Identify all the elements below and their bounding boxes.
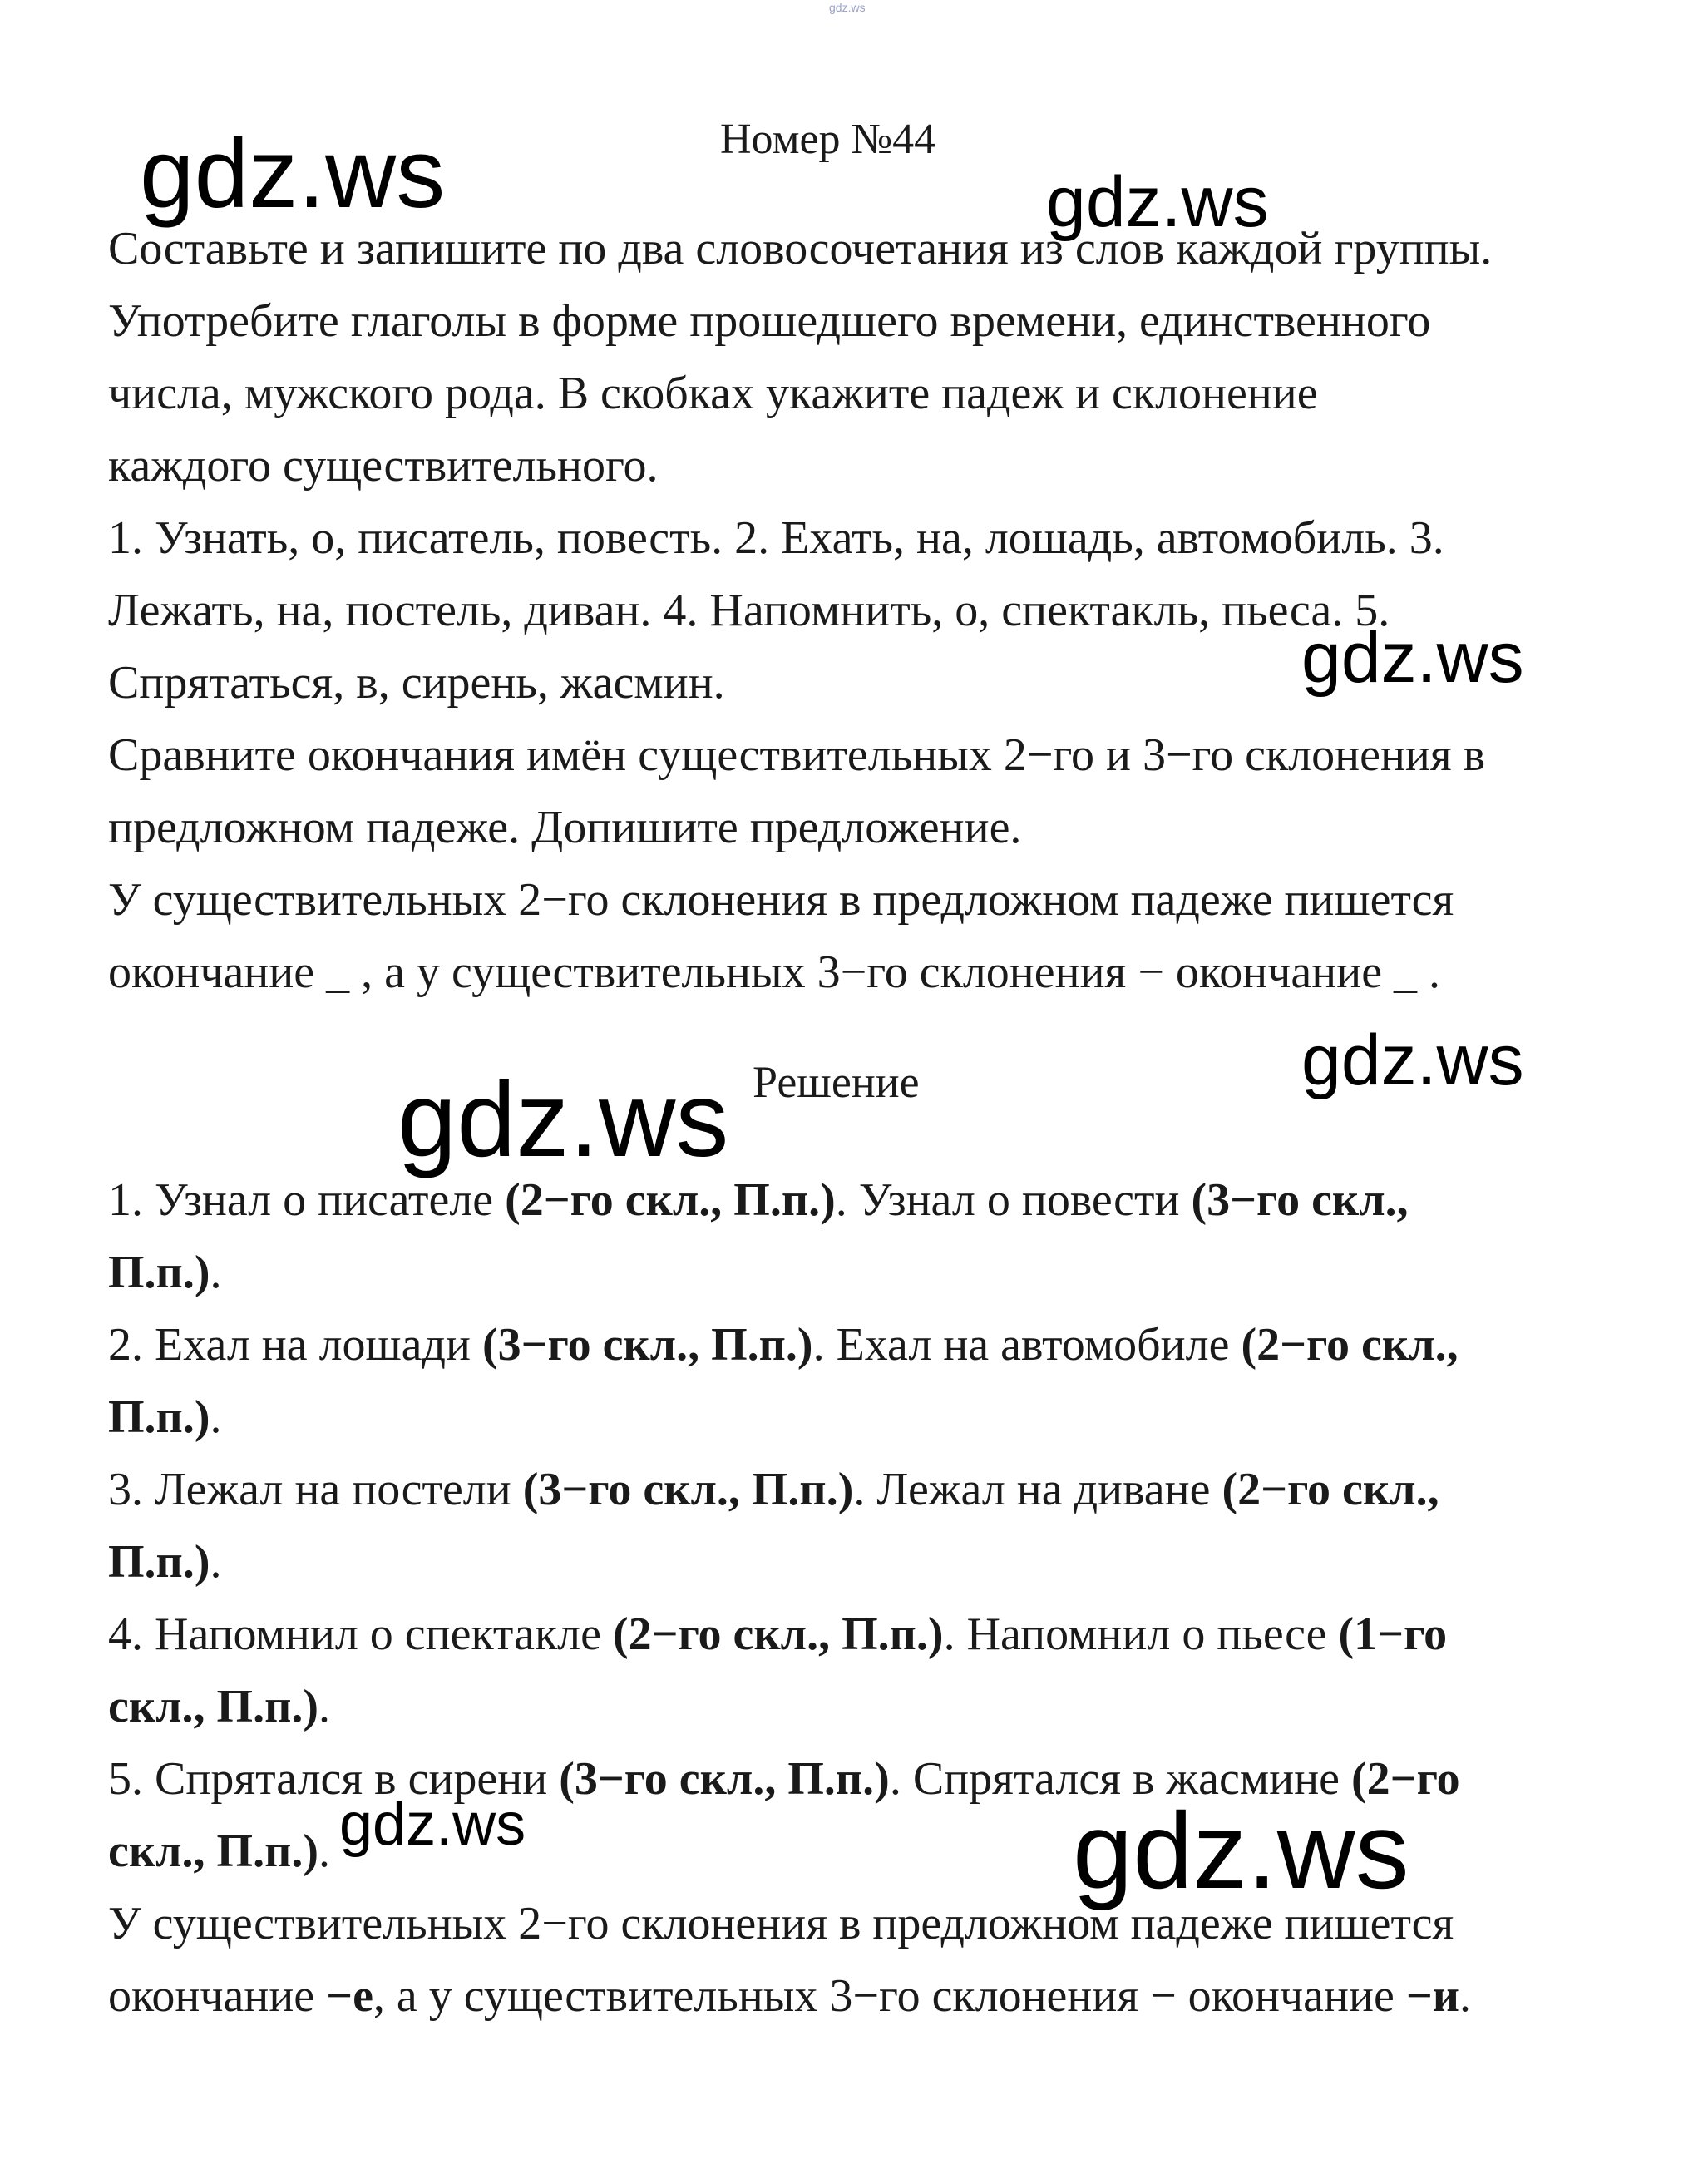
answer-line <box>108 1309 1605 1381</box>
answer-grammar: (3−го скл., П.п.) <box>559 1753 890 1805</box>
answer-line <box>108 1671 1605 1743</box>
solution-title: Решение <box>753 1057 920 1107</box>
answer-grammar: П.п.) <box>108 1391 210 1443</box>
task-line: Сравните окончания имён существительных 2−го и 3−го склонения в <box>108 729 1486 781</box>
task-line: Составьте и запишите по два словосочетания из слов каждой группы. <box>108 223 1493 274</box>
conclusion-text: окончание <box>108 1970 327 2022</box>
answer-text: . Спрятался в жасмине <box>889 1753 1352 1805</box>
answer-text: . <box>210 1391 222 1443</box>
answer-grammar: (2−го скл., П.п.) <box>505 1174 836 1226</box>
answer-text: . <box>210 1536 222 1588</box>
watermark-top-small: gdz.ws <box>829 1 866 14</box>
answer-line <box>108 1164 1605 1237</box>
answer-grammar: (3−го скл., П.п.) <box>481 1319 813 1371</box>
answer-line <box>108 1526 1605 1598</box>
task-line: У существительных 2−го склонения в предложном падеже пишется <box>108 874 1454 926</box>
answer-text: . <box>210 1247 222 1298</box>
task-text <box>108 213 1605 1009</box>
task-line: 1. Узнать, о, писатель, повесть. 2. Ехать, на, лошадь, автомобиль. 3. <box>108 512 1444 564</box>
watermark: gdz.ws <box>339 1791 526 1858</box>
answer-grammar: скл., П.п.) <box>108 1826 319 1877</box>
task-line: Лежать, на, постель, диван. 4. Напомнить, о, спектакль, пьеса. 5. <box>108 585 1390 636</box>
task-line: предложном падеже. Допишите предложение. <box>108 802 1022 853</box>
answers <box>108 1164 1605 2033</box>
task-line: каждого существительного. <box>108 440 659 492</box>
conclusion-text: . <box>1459 1970 1472 2022</box>
task-line: Спрятаться, в, сирень, жасмин. <box>108 657 725 709</box>
answer-text: 3. Лежал на постели <box>108 1464 523 1515</box>
answer-line <box>108 1743 1605 1816</box>
answer-text: . <box>318 1681 331 1732</box>
answer-grammar: скл., П.п.) <box>108 1681 319 1732</box>
task-line: числа, мужского рода. В скобках укажите падеж и склонение <box>108 368 1318 419</box>
conclusion-text: , а у существительных 3−го склонения − окончание <box>373 1970 1406 2022</box>
answer-grammar: (2−го скл., <box>1241 1319 1459 1371</box>
watermark: gdz.ws <box>1301 1020 1524 1100</box>
watermark: gdz.ws <box>1301 618 1524 698</box>
task-line: Употребите глаголы в форме прошедшего времени, единственного <box>108 295 1431 347</box>
task-line: окончание _ , а у существительных 3−го склонения − окончание _ . <box>108 946 1441 998</box>
answer-grammar: (2−го <box>1351 1753 1460 1805</box>
conclusion-line: У существительных 2−го склонения в предложном падеже пишется <box>108 1898 1454 1949</box>
answer-grammar: (2−го скл., П.п.) <box>612 1608 944 1660</box>
answer-line <box>108 1381 1605 1454</box>
watermark: gdz.ws <box>1073 1790 1409 1911</box>
answer-text: . Узнал о повести <box>835 1174 1192 1226</box>
answer-line <box>108 1454 1605 1526</box>
answer-text: 4. Напомнил о спектакле <box>108 1608 613 1660</box>
conclusion-ending: −и <box>1405 1970 1460 2022</box>
answer-text: 2. Ехал на лошади <box>108 1319 482 1371</box>
watermark: gdz.ws <box>1046 162 1269 242</box>
answer-text: 5. Спрятался в сирени <box>108 1753 560 1805</box>
answer-grammar: (3−го скл., П.п.) <box>522 1464 854 1515</box>
answer-text: . Ехал на автомобиле <box>812 1319 1242 1371</box>
answer-text: . Лежал на диване <box>853 1464 1222 1515</box>
conclusion-line <box>108 1960 1605 2033</box>
answer-text: 1. Узнал о писателе <box>108 1174 506 1226</box>
answer-grammar: П.п.) <box>108 1536 210 1588</box>
answer-grammar: П.п.) <box>108 1247 210 1298</box>
page-title: Номер №44 <box>720 116 936 163</box>
watermark: gdz.ws <box>140 119 446 229</box>
watermark: gdz.ws <box>397 1060 729 1179</box>
answer-grammar: (3−го скл., <box>1191 1174 1409 1226</box>
answer-grammar: (2−го скл., <box>1222 1464 1439 1515</box>
answer-line <box>108 1237 1605 1309</box>
conclusion-ending: −е <box>326 1970 373 2022</box>
answer-grammar: (1−го <box>1338 1608 1448 1660</box>
answer-line <box>108 1816 1605 1888</box>
answer-text: . Напомнил о пьесе <box>943 1608 1339 1660</box>
answer-text: . <box>318 1826 331 1877</box>
answer-line <box>108 1598 1605 1671</box>
